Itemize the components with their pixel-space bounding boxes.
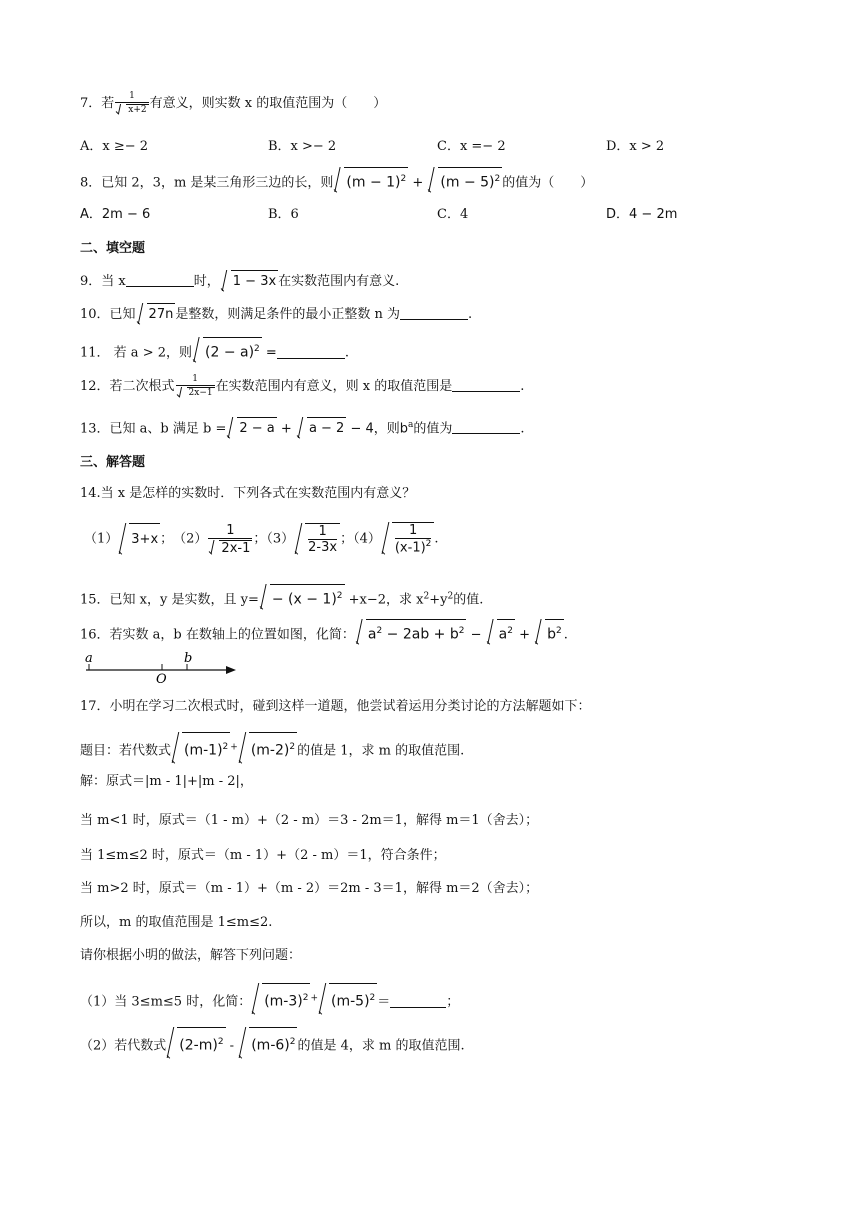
- q17-radical-1: $(m-1)^2$: [172, 732, 230, 764]
- q7-option-b: B．x >− 2: [268, 139, 337, 154]
- q17-case-3: 当 m>2 时，原式＝（m - 1）+（m - 2）＝2m - 3＝1，解得 m＝2（舍去）；: [80, 881, 539, 896]
- q11-blank: [277, 344, 345, 359]
- q16-stem: 16．若实数 a，b 在数轴上的位置如图，化简： $a^2 - 2ab + b^2 - a^2 + b^2$ .: [80, 619, 568, 646]
- q17-problem: 题目：若代数式 $(m-1)^2$ + $(m-2)^2$ 的值是 1，求 m 的取值范围.: [80, 732, 464, 765]
- q14-radical-1: 3+x: [119, 523, 160, 555]
- q7-option-c: C．x =− 2: [437, 139, 506, 154]
- q7-prefix: 7．若: [80, 96, 115, 111]
- q17-solution-start: 解：原式＝|m - 1|+|m - 2|，: [80, 774, 253, 789]
- q10-blank: [400, 305, 468, 320]
- q12-stem: 12．若二次根式 $\frac{1}{2x-1}$ 在实数范围内有意义，则 x 的取值范围是 .: [80, 374, 525, 398]
- q17-case-2: 当 1≤m≤2 时，原式＝（m - 1）+（2 - m）＝1，符合条件；: [80, 848, 446, 863]
- q7-frac-den: x+2: [128, 105, 147, 115]
- q12-fraction: $\frac{1}{2x-1}$: [176, 375, 215, 398]
- q8-option-c: C．4: [437, 207, 469, 222]
- label-b: b: [184, 651, 193, 666]
- q17-radical-2: $(m-2)^2$: [239, 732, 297, 764]
- q12-blank: [452, 377, 520, 392]
- q15-stem: 15．已知 x，y 是实数，且 $y= - (x - 1)^2 +x-2$，求 $x^2+y^2$的值.: [80, 584, 483, 611]
- q11-stem: 11． 若 a > 2，则 $(2 - a)^2$ = .: [80, 337, 349, 364]
- q16-number-line: [80, 648, 250, 684]
- q8-radical-1: $(m - 1)^2$: [334, 167, 408, 193]
- q8-prefix: 8．已知 2，3，m 是某三角形三边的长，则: [80, 175, 334, 191]
- q17-instruction: 请你根据小明的做法，解答下列问题：: [80, 948, 302, 963]
- number-line-arrow: [226, 666, 236, 674]
- q13-blank: [452, 419, 520, 434]
- q14-fraction-2: $\frac{1}{2x-1}$: [208, 524, 252, 555]
- q8-option-b: B．6: [268, 207, 299, 222]
- section-fill-in-heading: 二、填空题: [80, 241, 146, 256]
- q16-radical-3: $b^2$: [535, 619, 564, 645]
- q17-part-1: （1）当 3≤m≤5 时，化简： $(m-3)^2$ + $(m-5)^2$ ＝ ；: [80, 983, 459, 1016]
- label-o: O: [156, 672, 167, 684]
- q9-radical: 1 − 3x: [221, 270, 278, 292]
- q17-part2-radical-2: $(m-6)^2$: [239, 1027, 297, 1059]
- q17-part2-radical-1: $(2-m)^2$: [167, 1027, 225, 1059]
- section-answer-heading: 三、解答题: [80, 455, 146, 470]
- q13-stem: 13．已知 a、b 满足 b = 2 − a + a − 2 − 4，则$b^a$的值为 .: [80, 415, 525, 439]
- q7-fraction: [115, 92, 148, 115]
- q17-case-1: 当 m<1 时，原式＝（1 - m）+（2 - m）＝3 - 2m＝1，解得 m＝1（舍去）；: [80, 813, 539, 828]
- q7-option-d: D．x > 2: [606, 139, 665, 154]
- q8-option-d: D．4 − 2m: [606, 207, 678, 222]
- q17-part-2: （2）若代数式 $(2-m)^2 - (m-6)^2$ 的值是 4，求 m 的取值范围.: [80, 1027, 465, 1060]
- label-a: a: [85, 651, 93, 666]
- q17-conclusion: 所以，m 的取值范围是 1≤m≤2.: [80, 915, 273, 930]
- q9-stem: 9．当 x 时， 1 − 3x 在实数范围内有意义.: [80, 270, 399, 292]
- q10-radical: 27n: [137, 303, 176, 325]
- q8-stem: 8．已知 2，3，m 是某三角形三边的长，则 $(m - 1)^2 + (m - 5)^2$ 的值为（ ）: [80, 167, 593, 194]
- q17-part1-radical-1: $(m-3)^2$: [252, 983, 310, 1015]
- q17-part1-blank: [390, 993, 446, 1008]
- q8-radical-2: $(m - 5)^2$: [428, 167, 502, 193]
- q14-radical-4: $\frac{1}{(x-1)^2}$: [382, 522, 435, 555]
- q16-radical-2: $a^2$: [487, 619, 515, 645]
- q11-radical: $(2 - a)^2$: [193, 337, 262, 363]
- q7-frac-num: 1: [115, 92, 148, 103]
- q16-radical-1: $a^2 - 2ab + b^2$: [356, 619, 467, 645]
- q13-radical-2: a − 2: [297, 417, 346, 439]
- q7-stem: [80, 92, 386, 115]
- q7-option-a: A．x ≥− 2: [80, 139, 149, 154]
- q9-blank: [126, 272, 194, 287]
- q13-radical-1: 2 − a: [227, 417, 276, 439]
- q8-suffix: 的值为（ ）: [502, 175, 594, 191]
- q14-stem: 14.当 x 是怎样的实数时．下列各式在实数范围内有意义？: [80, 486, 416, 501]
- q14-radical-3: $\frac{1}{2-3x}$: [295, 523, 340, 555]
- q17-intro: 17．小明在学习二次根式时，碰到这样一道题，他尝试着运用分类讨论的方法解题如下：: [80, 699, 591, 714]
- q15-radical: − $(x - 1)^2$: [260, 584, 345, 610]
- q17-part1-radical-2: $(m-5)^2$: [319, 983, 377, 1015]
- q14-expressions: （1） 3+x ； （2） $\frac{1}{2x-1}$ ；（3） $\frac{1}{2-3x}$ ；（4） $\frac{1}{(x-1)^2}$ .: [84, 522, 439, 556]
- q10-stem: 10．已知 27n 是整数，则满足条件的最小正整数 n 为 .: [80, 303, 472, 325]
- q8-option-a: A．2m − 6: [80, 207, 151, 222]
- q7-suffix: 有意义，则实数 x 的取值范围为（ ）: [149, 96, 387, 111]
